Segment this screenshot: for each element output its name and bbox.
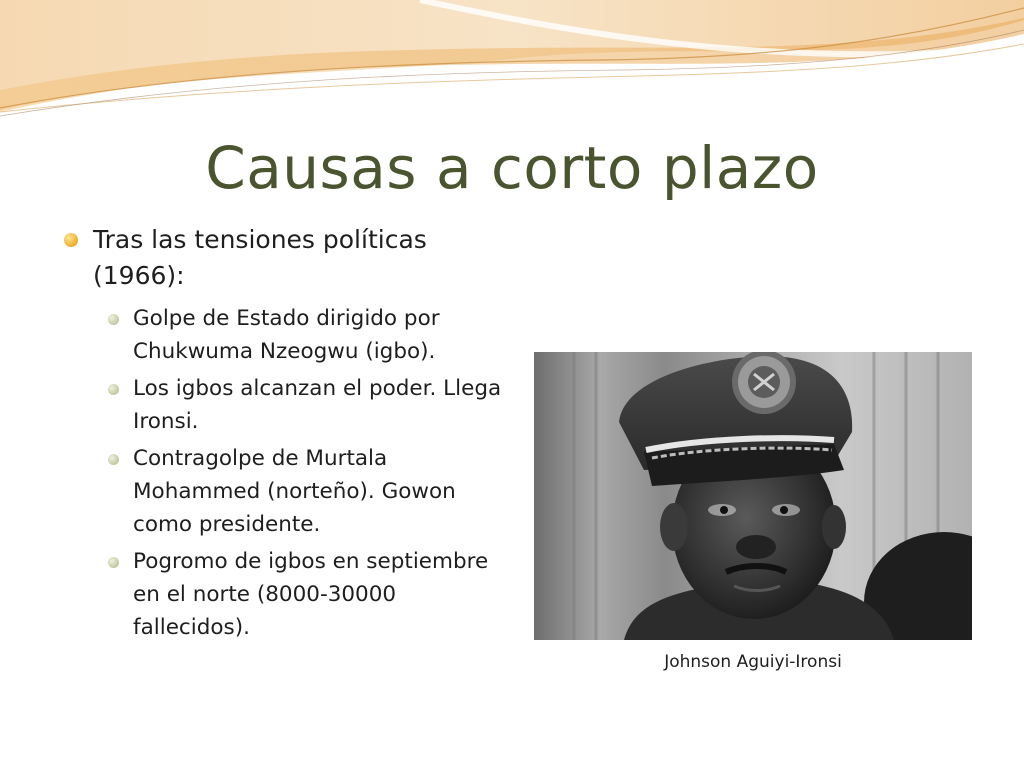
slide-title: Causas a corto plazo xyxy=(205,134,819,202)
decorative-banner xyxy=(0,0,1024,125)
sub-bullet-text: Pogromo de igbos en septiembre en el norte (8000-30000 fallecidos). xyxy=(133,549,489,640)
sub-bullet xyxy=(60,545,503,644)
photo-caption: Johnson Aguiyi-Ironsi xyxy=(664,652,842,672)
bullet-list xyxy=(60,222,520,648)
sub-bullet-text: Golpe de Estado dirigido por Chukwuma Nzeogwu (igbo). xyxy=(133,306,440,364)
sub-bullet xyxy=(60,372,503,438)
sub-bullet xyxy=(60,442,503,541)
portrait-photo xyxy=(534,352,972,640)
sub-bullet-text: Los igbos alcanzan el poder. Llega Ironsi. xyxy=(133,376,502,434)
sub-bullet-dot-icon xyxy=(108,454,119,465)
sub-bullet-text: Contragolpe de Murtala Mohammed (norteño). Gowon como presidente. xyxy=(133,446,456,537)
sub-bullet-dot-icon xyxy=(108,557,119,568)
bullet-level1 xyxy=(60,222,520,294)
sub-bullet-list xyxy=(60,302,520,644)
bullet-text: Tras las tensiones políticas (1966): xyxy=(93,225,427,290)
bullet-dot-icon xyxy=(64,233,78,247)
portrait-image xyxy=(534,352,972,640)
sub-bullet-dot-icon xyxy=(108,314,119,325)
sub-bullet-dot-icon xyxy=(108,384,119,395)
sub-bullet xyxy=(60,302,503,368)
